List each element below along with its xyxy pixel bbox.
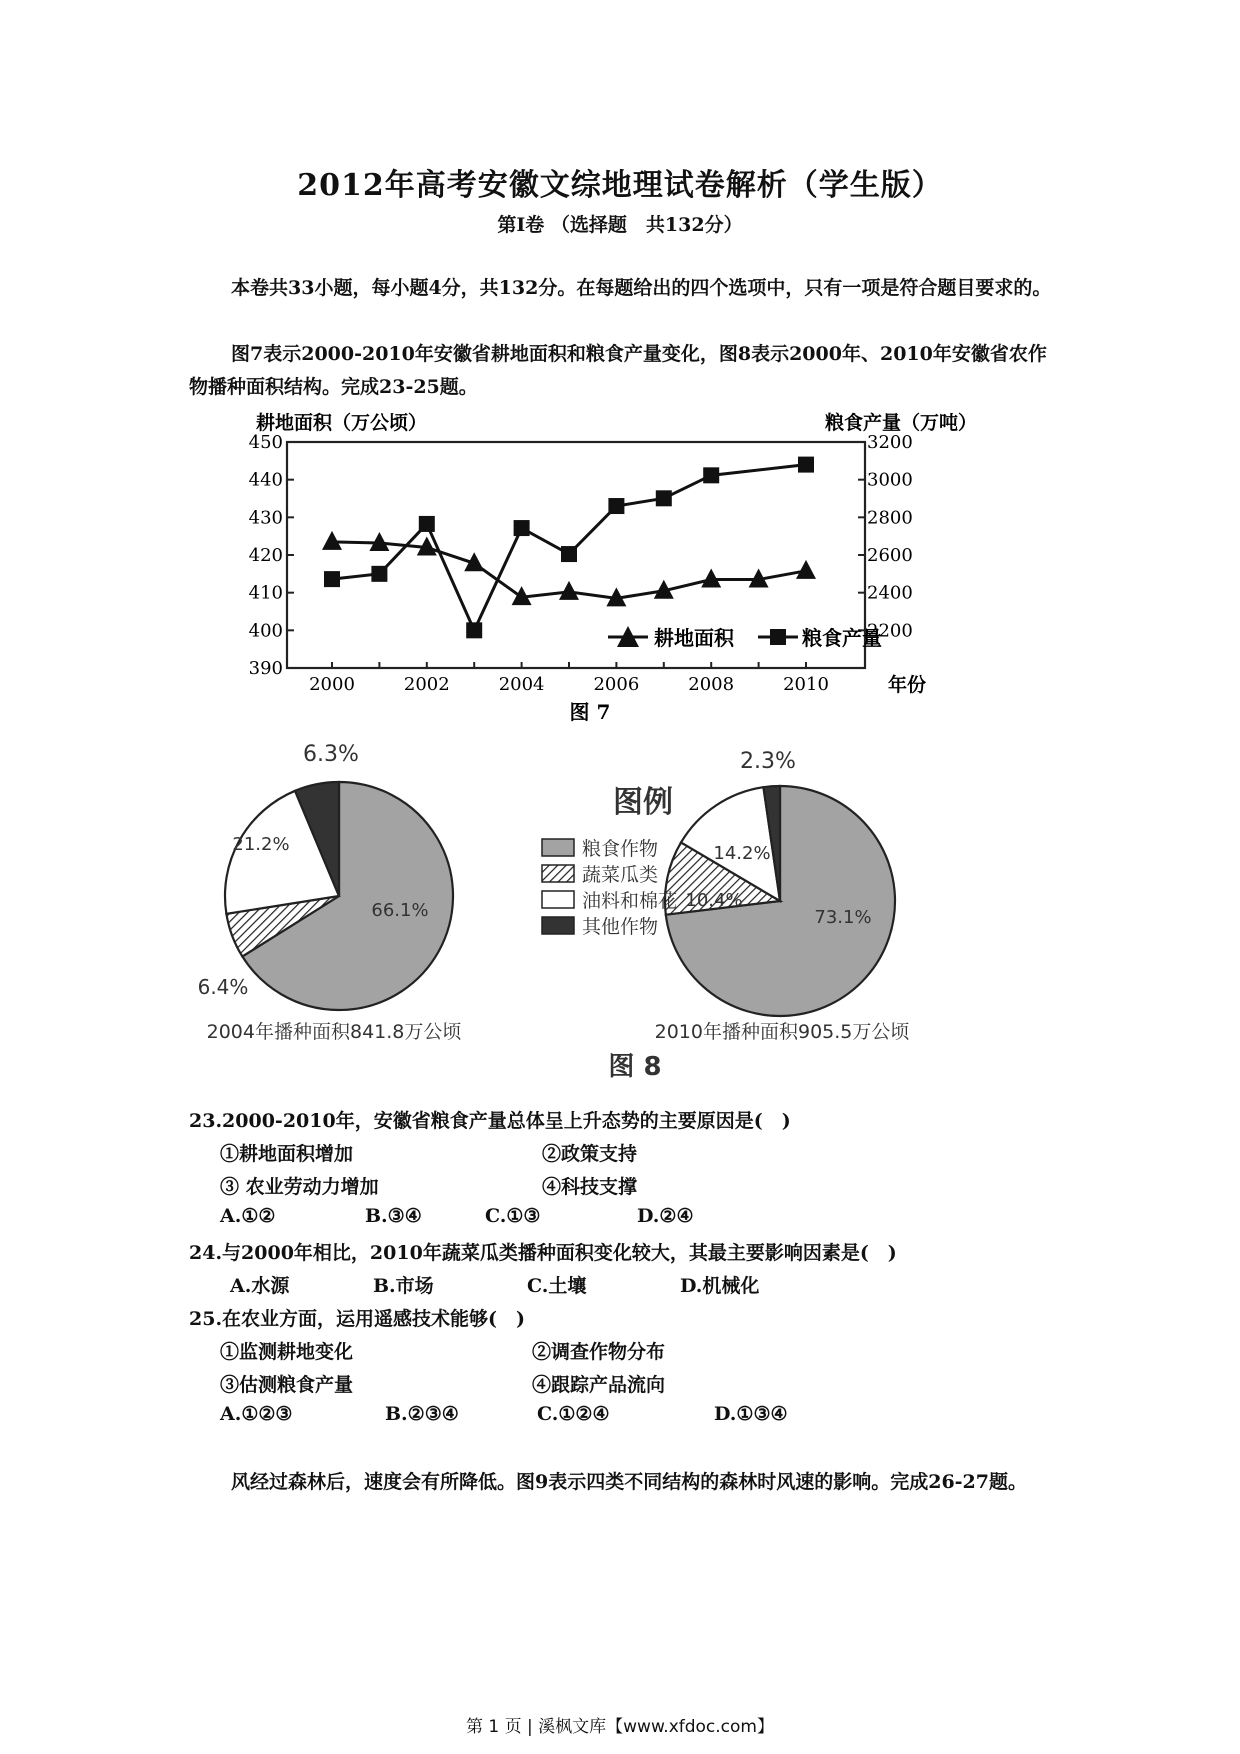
legend-swatch-vegetable <box>542 865 574 882</box>
y-left-tick-label: 440 <box>248 469 283 491</box>
pie-value-label-oil-cotton: 14.2% <box>713 843 771 864</box>
x-unit-label: 年份 <box>888 674 927 696</box>
pie-2004-caption: 2004年播种面积841.8万公顷 <box>206 1021 462 1043</box>
q23-option-c: C.①③ <box>485 1205 541 1227</box>
section-subtitle: 第Ⅰ卷 （选择题 共132分） <box>497 214 743 236</box>
legend-title: 图例 <box>613 785 673 820</box>
x-tick-label: 2008 <box>688 674 735 695</box>
q24-option-b: B.市场 <box>373 1275 434 1297</box>
legend-swatch-grain <box>542 839 574 856</box>
figure7-line-chart <box>240 405 1000 725</box>
q24-stem: 24.与2000年相比，2010年蔬菜瓜类播种面积变化较大，其最主要影响因素是( ) <box>189 1242 897 1264</box>
x-tick-label: 2000 <box>309 674 355 695</box>
y-left-tick-label: 430 <box>248 507 283 529</box>
legend-swatch-other <box>542 917 574 934</box>
grain-point <box>798 457 814 473</box>
q25-item-1: ①监测耕地变化 <box>220 1341 354 1363</box>
q25-option-d: D.①③④ <box>714 1403 788 1425</box>
q25-item-4: ④跟踪产品流向 <box>532 1374 666 1396</box>
q23-item-3: ③ 农业劳动力增加 <box>220 1176 379 1198</box>
legend-square-icon <box>770 629 786 645</box>
x-tick-label: 2010 <box>783 674 829 695</box>
line-chart-legend <box>608 626 882 650</box>
legend-item-grain: 粮食作物 <box>582 838 659 860</box>
pie-2010-caption: 2010年播种面积905.5万公顷 <box>654 1021 910 1043</box>
pie-legend <box>542 785 677 938</box>
grain-point <box>703 467 719 483</box>
series-lines <box>322 457 816 639</box>
pie-value-label-other: 2.3% <box>740 749 796 774</box>
q23-option-a: A.①② <box>220 1205 276 1227</box>
legend-item-oil-cotton: 油料和棉花 <box>582 890 678 912</box>
pie-value-label-grain: 73.1% <box>814 907 872 928</box>
q25-option-a: A.①②③ <box>220 1403 293 1425</box>
grain-point <box>419 516 435 532</box>
x-tick-label: 2002 <box>403 674 450 695</box>
pie-2004 <box>198 742 453 1010</box>
grain-point <box>514 520 530 536</box>
q23-option-b: B.③④ <box>365 1205 422 1227</box>
page-footer: 第 1 页 | 溪枫文库【www.xfdoc.com】 <box>465 1717 774 1737</box>
q23-item-1: ①耕地面积增加 <box>220 1143 354 1165</box>
figure7-caption: 图 7 <box>569 700 611 724</box>
y-right-tick-label: 2400 <box>867 582 913 604</box>
q25-item-2: ②调查作物分布 <box>532 1341 666 1363</box>
grain-point <box>371 566 387 582</box>
legend-label-grain: 粮食产量 <box>802 626 882 650</box>
q23-item-4: ④科技支撑 <box>542 1176 638 1198</box>
pie-value-label-oil-cotton: 21.2% <box>232 834 290 855</box>
page-title: 2012年高考安徽文综地理试卷解析（学生版） <box>297 168 943 203</box>
grain-point <box>656 490 672 506</box>
q25-option-b: B.②③④ <box>385 1403 459 1425</box>
q23-item-2: ②政策支持 <box>542 1143 638 1165</box>
q24-option-a: A.水源 <box>230 1275 290 1297</box>
y-right-tick-label: 3200 <box>867 432 913 453</box>
y-left-tick-label: 400 <box>248 620 283 642</box>
y-right-ticks <box>858 432 913 641</box>
y-left-tick-label: 450 <box>248 432 283 453</box>
farmland-point <box>322 531 342 550</box>
pie-value-label-vegetable: 6.4% <box>197 975 249 999</box>
q25-stem: 25.在农业方面，运用遥感技术能够( ) <box>189 1308 526 1330</box>
tail-paragraph: 风经过森林后，速度会有所降低。图9表示四类不同结构的森林时风速的影响。完成26-27题。 <box>231 1471 1027 1493</box>
legend-label-farmland: 耕地面积 <box>654 626 734 650</box>
y-left-tick-label: 420 <box>248 545 283 566</box>
grain-point <box>324 571 340 587</box>
y-right-tick-label: 2600 <box>867 545 913 566</box>
pie-value-label-other: 6.3% <box>303 742 359 767</box>
q25-item-3: ③估测粮食产量 <box>220 1374 354 1396</box>
q25-option-c: C.①②④ <box>537 1403 610 1425</box>
grain-point <box>561 546 577 562</box>
q23-stem: 23.2000-2010年，安徽省粮食产量总体呈上升态势的主要原因是( ) <box>189 1110 791 1132</box>
farmland-point <box>796 560 816 579</box>
q23-option-d: D.②④ <box>637 1205 694 1227</box>
pie-2010 <box>665 749 895 1016</box>
q24-option-d: D.机械化 <box>680 1275 760 1297</box>
legend-item-vegetable: 蔬菜瓜类 <box>582 864 659 886</box>
intro-paragraph: 本卷共33小题，每小题4分，共132分。在每题给出的四个选项中，只有一项是符合题目要求的。 <box>231 277 1052 299</box>
y-left-axis-label: 耕地面积（万公顷） <box>256 412 428 434</box>
y-right-tick-label: 3000 <box>867 469 913 491</box>
pie-value-label-grain: 66.1% <box>371 900 429 921</box>
q24-option-c: C.土壤 <box>527 1275 587 1297</box>
y-left-tick-label: 390 <box>248 658 283 679</box>
x-tick-label: 2006 <box>593 674 640 695</box>
y-right-tick-label: 2200 <box>867 620 913 642</box>
y-left-tick-label: 410 <box>248 582 283 604</box>
legend-swatch-oil-cotton <box>542 891 574 908</box>
x-tick-label: 2004 <box>498 674 545 695</box>
figure8-caption: 图 8 <box>608 1052 662 1082</box>
farmland-point <box>559 581 579 600</box>
y-right-tick-label: 2800 <box>867 507 913 529</box>
legend-item-other: 其他作物 <box>582 916 659 938</box>
pie-value-label-vegetable: 10.4% <box>685 890 743 911</box>
grain-point <box>466 622 482 638</box>
figure8-pie-charts <box>195 735 1015 1085</box>
lead-paragraph: 图7表示2000-2010年安徽省耕地面积和粮食产量变化，图8表示2000年、2010年安徽省农作物播种面积结构。完成23-25题。 <box>189 343 1047 398</box>
grain-point <box>608 498 624 514</box>
y-right-axis-label: 粮食产量（万吨） <box>825 412 978 434</box>
